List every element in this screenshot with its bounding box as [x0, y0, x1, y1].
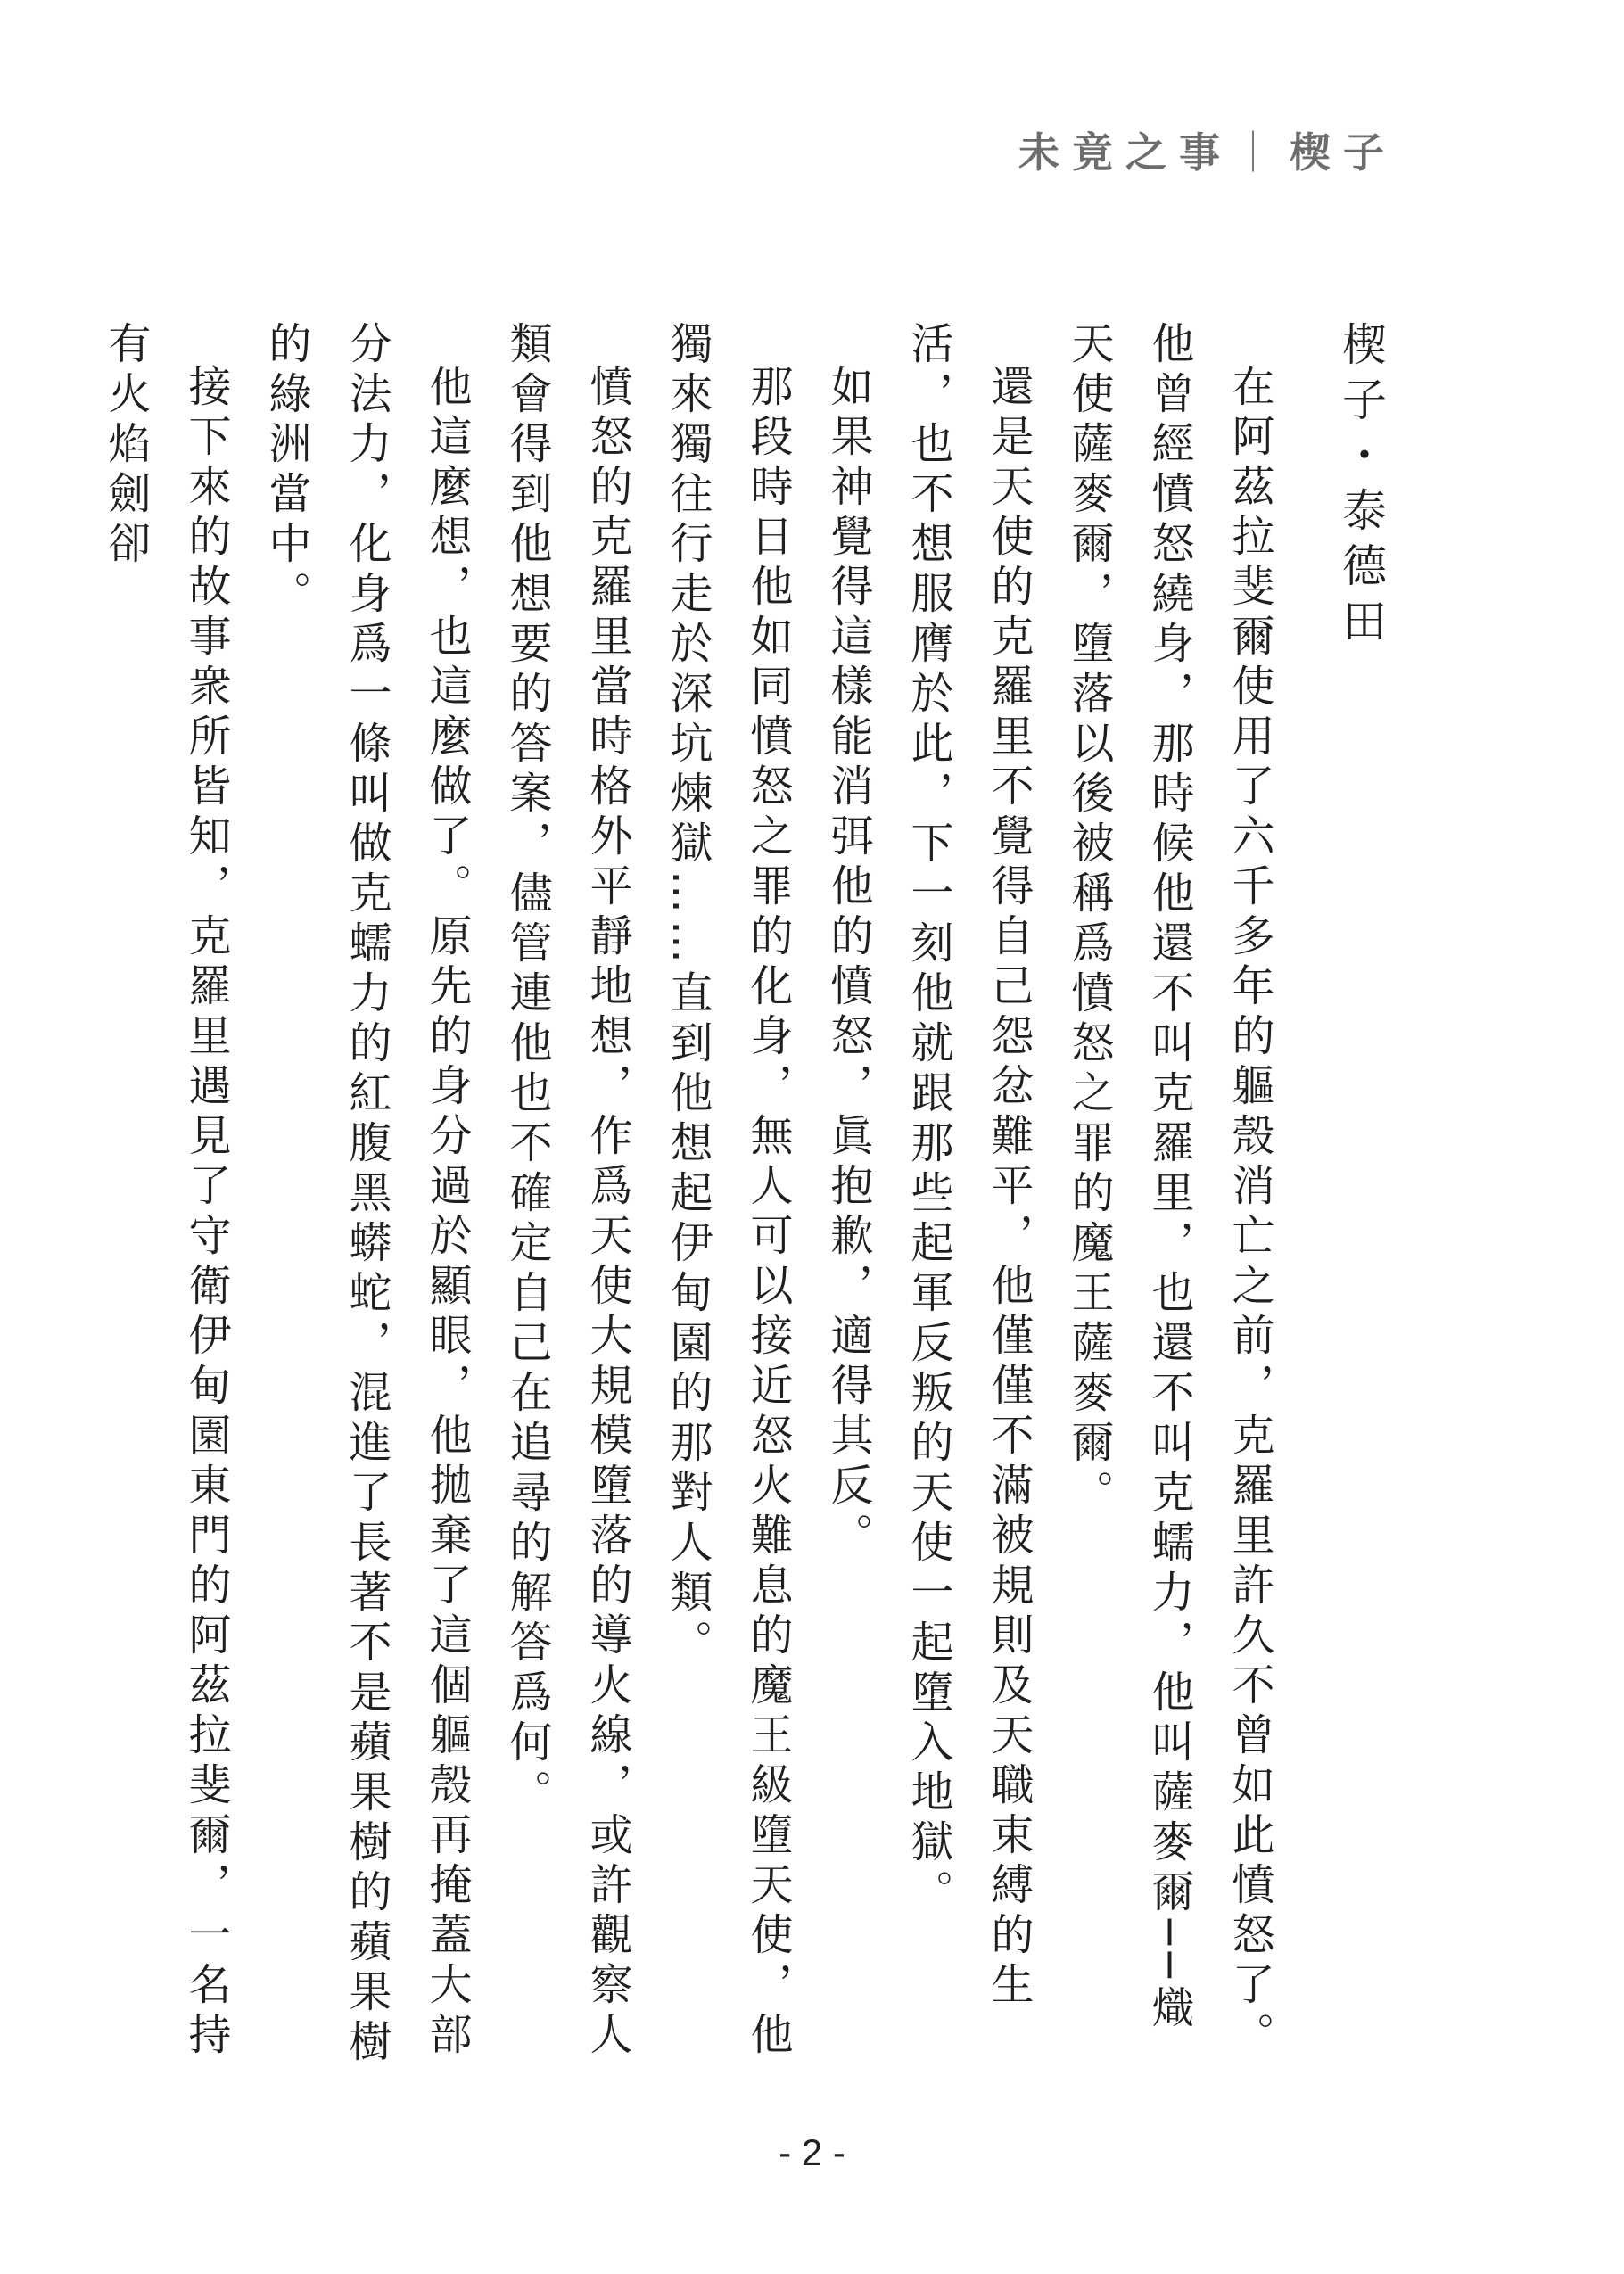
- running-header: [1018, 120, 1397, 179]
- paragraph: 還是天使的克羅里不覺得自己怨忿難平，他僅僅不滿被規則及天職束縛的生活，也不想服膺於此，下一刻他就跟那些起軍反叛的天使一起墮入地獄。: [903, 321, 1034, 2012]
- paragraph: 在阿茲拉斐爾使用了六千多年的軀殼消亡之前，克羅里許久不曾如此憤怒了。他曾經憤怒繞身，那時候他還不叫克羅里，也還不叫克蠕力，他叫薩麥爾──熾天使薩麥爾，墮落以後被稱爲憤怒之罪的魔王薩麥爾。: [1064, 321, 1274, 2062]
- chapter-title: 楔子・泰德田: [1335, 321, 1387, 653]
- paragraph: 他這麼想，也這麼做了。原先的身分過於顯眼，他拋棄了這個軀殼再掩蓋大部分法力，化身爲一條叫做克蠕力的紅腹黑蟒蛇，混進了長著不是蘋果樹的蘋果樹的綠洲當中。: [261, 321, 472, 2069]
- header-separator: ｜: [1232, 128, 1290, 177]
- page-number: - 2 -: [779, 2131, 845, 2173]
- section-title: 楔子: [1290, 128, 1397, 177]
- paragraph: 憤怒的克羅里當時格外平靜地想，作爲天使大規模墮落的導火線，或許觀察人類會得到他想要的答案，儘管連他也不確定自己在追尋的解答爲何。: [502, 321, 632, 2062]
- paragraph: 那段時日他如同憤怒之罪的化身，無人可以接近怒火難息的魔王級墮天使，他獨來獨往行走於深坑煉獄……直到他想起伊甸園的那對人類。: [663, 321, 793, 2062]
- paragraph: 如果神覺得這樣能消弭他的憤怒，眞抱歉，適得其反。: [823, 364, 873, 1562]
- paragraph: 接下來的故事衆所皆知，克羅里遇見了守衛伊甸園東門的阿茲拉斐爾，一名持有火焰劍卻: [101, 321, 231, 2062]
- book-title: 未竟之事: [1018, 128, 1232, 177]
- vertical-text-block: [101, 321, 1401, 2069]
